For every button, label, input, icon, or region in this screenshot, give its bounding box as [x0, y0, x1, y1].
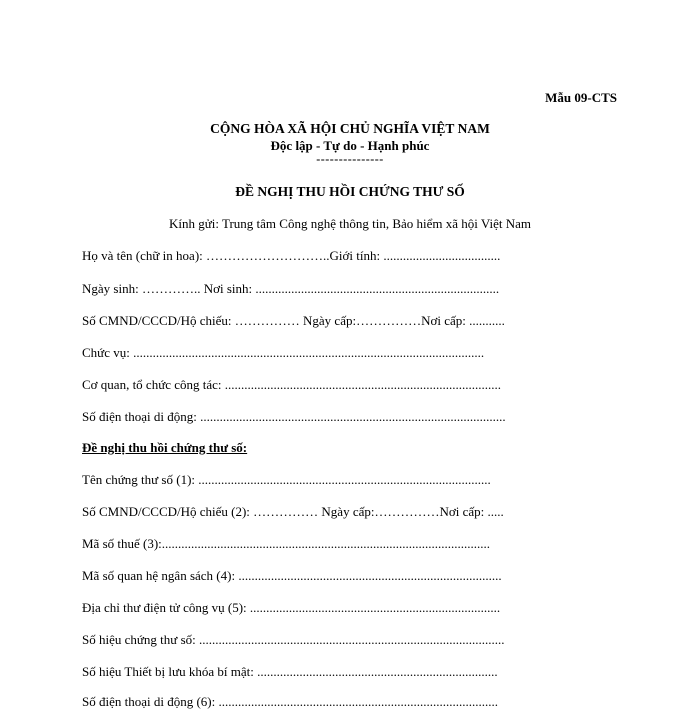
field-full-name-gender: Họ và tên (chữ in hoa): ………………………..Giới tính: .................................... — [82, 248, 501, 263]
field-tax-code: Mã số thuế (3):..................................................................................................... — [82, 536, 491, 551]
field-certificate-serial: Số hiệu chứng thư số: .............................................................................................. — [82, 632, 505, 647]
field-organization: Cơ quan, tổ chức công tác: ..................................................................................... — [82, 377, 502, 392]
field-token-serial: Số hiệu Thiết bị lưu khóa bí mật: .......................................................................... — [82, 664, 498, 679]
form-code: Mẫu 09-CTS — [545, 90, 617, 105]
field-certificate-id-number: Số CMND/CCCD/Hộ chiếu (2): …………… Ngày cấp:……………Nơi cấp: ..... — [82, 504, 504, 519]
field-certificate-name: Tên chứng thư số (1): .......................................................................................... — [82, 472, 491, 487]
national-motto: Độc lập - Tự do - Hạnh phúc — [270, 138, 430, 153]
recipient-line: Kính gửi: Trung tâm Công nghệ thông tin, Bảo hiểm xã hội Việt Nam — [168, 216, 532, 231]
national-title: CỘNG HÒA XÃ HỘI CHỦ NGHĨA VIỆT NAM — [210, 121, 490, 136]
header-separator: --------------- — [316, 152, 384, 166]
field-phone: Số điện thoại di động: .............................................................................................. — [82, 409, 506, 424]
document-title: ĐỀ NGHỊ THU HỒI CHỨNG THƯ SỐ — [235, 184, 465, 199]
field-budget-code: Mã số quan hệ ngân sách (4): ................................................................................. — [82, 568, 502, 583]
field-id-number: Số CMND/CCCD/Hộ chiếu: …………… Ngày cấp:……………Nơi cấp: ........... — [82, 313, 505, 328]
field-position: Chức vụ: ............................................................................................................ — [82, 345, 485, 360]
field-certificate-phone: Số điện thoại di động (6): ...................................................................................... — [82, 694, 498, 709]
field-official-email: Địa chỉ thư điện tử công vụ (5): ............................................................................. — [82, 600, 501, 615]
section-heading: Đề nghị thu hồi chứng thư số: — [82, 440, 248, 455]
field-birth-date-place: Ngày sinh: ………….. Nơi sinh: ........................................................................... — [82, 281, 500, 296]
